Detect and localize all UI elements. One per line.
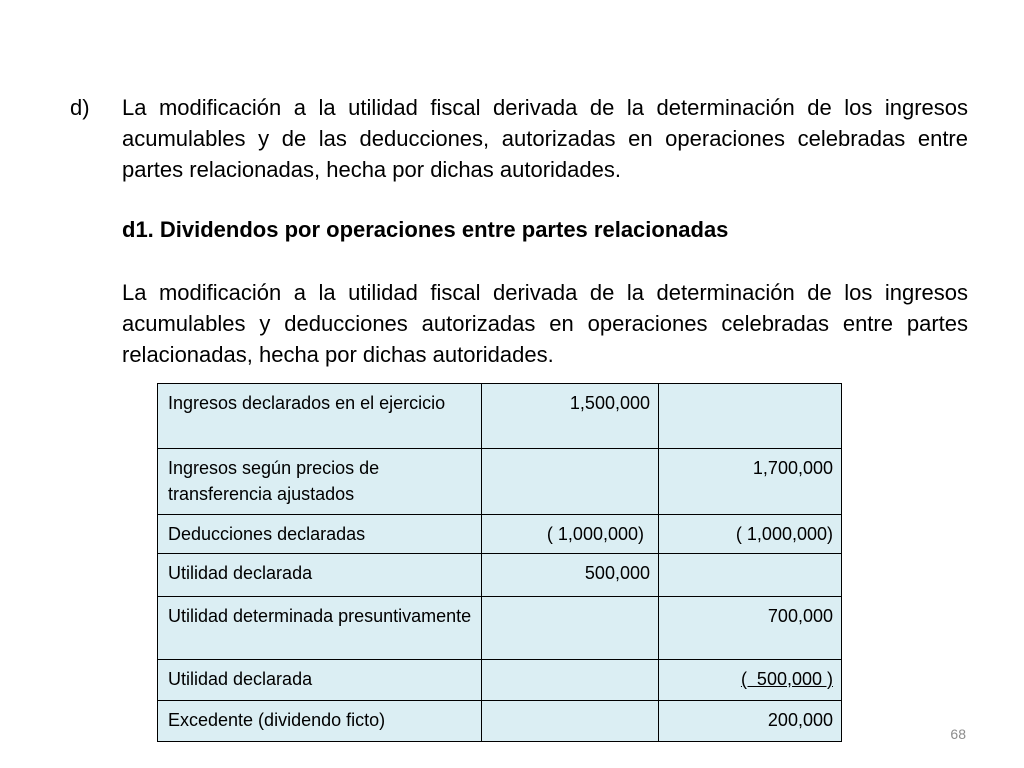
adjusted-value-underlined: ( 500,000 ) — [740, 669, 833, 689]
declared-value: 500,000 — [482, 554, 659, 597]
declared-value — [482, 597, 659, 660]
declared-value — [482, 701, 659, 742]
subsection-heading: d1. Dividendos por operaciones entre partes relacionadas — [122, 217, 729, 242]
page-number: 68 — [950, 726, 966, 742]
item-marker: d) — [70, 95, 90, 120]
table-row — [158, 515, 842, 554]
adjusted-value: 1,700,000 — [659, 449, 842, 515]
declared-value: 1,500,000 — [482, 384, 659, 449]
row-label: Excedente (dividendo ficto) — [158, 701, 482, 742]
dividend-calculation-table — [157, 383, 842, 742]
row-label: Utilidad declarada — [158, 554, 482, 597]
table-row — [158, 554, 842, 597]
item-paragraph: La modificación a la utilidad fiscal derivada de la determinación de los ingresos acumulables y de las deducciones, autorizadas en operaciones celebradas entre partes relacionadas, hecha por dichas autoridades. — [122, 95, 968, 182]
adjusted-value — [659, 660, 842, 701]
declared-value — [482, 449, 659, 515]
table-row — [158, 660, 842, 701]
declared-value: ( 1,000,000) — [482, 515, 659, 554]
table-row — [158, 597, 842, 660]
row-label: Utilidad declarada — [158, 660, 482, 701]
adjusted-value — [659, 384, 842, 449]
adjusted-value: ( 1,000,000) — [659, 515, 842, 554]
row-label: Deducciones declaradas — [158, 515, 482, 554]
row-label: Utilidad determinada presuntivamente — [158, 597, 482, 660]
table-row — [158, 449, 842, 515]
row-label: Ingresos según precios de transferencia ajustados — [158, 449, 482, 515]
subsection-paragraph: La modificación a la utilidad fiscal derivada de la determinación de los ingresos acumulables y deducciones autorizadas en operaciones celebradas entre partes relacionadas, hecha por dichas autoridades. — [122, 280, 968, 367]
row-label: Ingresos declarados en el ejercicio — [158, 384, 482, 449]
adjusted-value: 700,000 — [659, 597, 842, 660]
adjusted-value: 200,000 — [659, 701, 842, 742]
declared-value — [482, 660, 659, 701]
adjusted-value — [659, 554, 842, 597]
table-row — [158, 701, 842, 742]
table-row — [158, 384, 842, 449]
